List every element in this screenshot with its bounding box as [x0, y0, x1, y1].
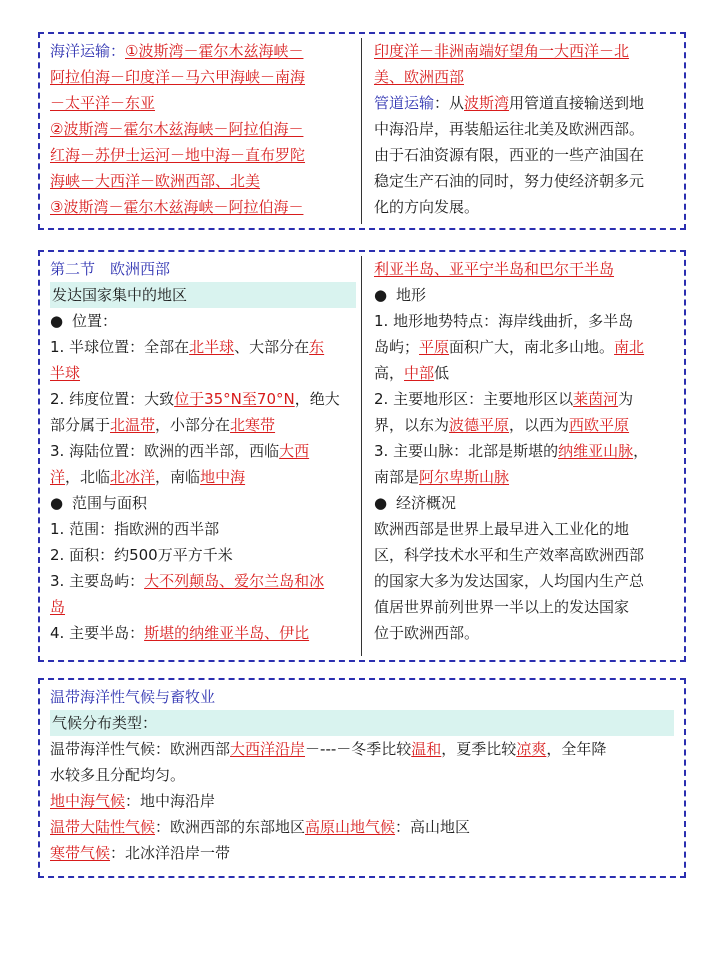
europe-right-line	[374, 620, 680, 646]
keyword-highlight: 西欧平原	[569, 416, 630, 434]
transport-right-line	[374, 64, 680, 90]
climate-content	[50, 684, 674, 866]
body-text: 范围与面积	[72, 494, 148, 512]
keyword-highlight: 北寒带	[230, 416, 276, 434]
transport-right-line	[374, 38, 680, 64]
body-text: ：高山地区	[395, 818, 471, 836]
europe-left-line	[50, 490, 356, 516]
transport-right-line	[374, 90, 680, 116]
transport-left-line	[50, 168, 356, 194]
europe-right-line	[374, 594, 680, 620]
climate-line	[50, 710, 674, 736]
body-text: ，小部分在	[155, 416, 231, 434]
keyword-highlight: 波德平原	[449, 416, 510, 434]
body-text: 的国家大多为发达国家，人均国内生产总	[374, 572, 645, 590]
europe-right-line	[374, 256, 680, 282]
transport-right-line	[374, 194, 680, 220]
body-text: 位置：	[72, 312, 118, 330]
body-text: ：从	[434, 94, 465, 112]
body-text: ，全年降	[546, 740, 607, 758]
bullet-point: ●	[374, 494, 388, 512]
highlighted-subheading: 发达国家集中的地区	[52, 286, 188, 304]
keyword-highlight: 利亚半岛、亚平宁半岛和巴尔干半岛	[374, 260, 615, 278]
keyword-highlight: 海峡－大西洋－欧洲西部、北美	[50, 172, 261, 190]
transport-left-line	[50, 38, 356, 64]
keyword-highlight: 温带大陆性气候	[50, 818, 156, 836]
body-text: 经济概况	[396, 494, 457, 512]
body-text: 3. 主要山脉：北部是斯堪的	[374, 442, 559, 460]
body-text: 位于欧洲西部。	[374, 624, 480, 642]
body-text: 2. 纬度位置：大致	[50, 390, 175, 408]
bullet-point: ●	[50, 312, 64, 330]
western-europe-left-column	[50, 256, 356, 646]
climate-line	[50, 736, 674, 762]
europe-right-line	[374, 516, 680, 542]
transport-left-line	[50, 64, 356, 90]
europe-right-line	[374, 542, 680, 568]
keyword-highlight: 红海－苏伊士运河－地中海－直布罗陀	[50, 146, 306, 164]
body-text: 界，以东为	[374, 416, 450, 434]
keyword-highlight: 波斯湾	[464, 94, 510, 112]
body-text: 稳定生产石油的同时，努力使经济朝多元	[374, 172, 645, 190]
western-europe-section-box	[38, 250, 686, 662]
keyword-highlight: 美、欧洲西部	[374, 68, 465, 86]
transport-left-line	[50, 142, 356, 168]
transport-right-line	[374, 168, 680, 194]
body-text: 4. 主要半岛：	[50, 624, 145, 642]
keyword-highlight: 北半球	[189, 338, 235, 356]
climate-section-box	[38, 678, 686, 878]
keyword-highlight: 莱茵河	[573, 390, 619, 408]
body-text: ，	[633, 442, 649, 460]
body-text: 岛屿；	[374, 338, 420, 356]
body-text: 1. 半球位置：全部在	[50, 338, 190, 356]
keyword-highlight: 大不列颠岛、爱尔兰岛和冰	[144, 572, 325, 590]
europe-right-line	[374, 568, 680, 594]
body-text: 1. 范围：指欧洲的西半部	[50, 520, 220, 538]
keyword-highlight: 东	[309, 338, 325, 356]
body-text: 3. 主要岛屿：	[50, 572, 145, 590]
europe-left-line	[50, 516, 356, 542]
column-divider	[361, 38, 362, 224]
keyword-highlight: 半球	[50, 364, 81, 382]
body-text: ：北冰洋沿岸一带	[110, 844, 231, 862]
bullet-point: ●	[374, 286, 388, 304]
body-text: 化的方向发展。	[374, 198, 480, 216]
keyword-highlight: 岛	[50, 598, 66, 616]
europe-left-line	[50, 594, 356, 620]
europe-left-line	[50, 386, 356, 412]
body-text: ，绝大	[294, 390, 340, 408]
keyword-highlight: －太平洋－东亚	[50, 94, 156, 112]
section-heading: 海洋运输：	[50, 42, 126, 60]
europe-left-line	[50, 438, 356, 464]
body-text: ，夏季比较	[441, 740, 517, 758]
western-europe-right-column	[374, 256, 680, 646]
body-text: 、大部分在	[234, 338, 310, 356]
europe-right-line	[374, 334, 680, 360]
keyword-highlight: 北温带	[110, 416, 156, 434]
keyword-highlight: 北冰洋	[110, 468, 156, 486]
transport-section-box	[38, 32, 686, 230]
column-divider	[361, 256, 362, 656]
body-text: ，以西为	[509, 416, 570, 434]
keyword-highlight: 斯堪的纳维亚半岛、伊比	[144, 624, 310, 642]
keyword-highlight: 洋	[50, 468, 66, 486]
body-text: 用管道直接输送到地	[509, 94, 645, 112]
europe-right-line	[374, 412, 680, 438]
body-text: 部分属于	[50, 416, 111, 434]
europe-right-line	[374, 438, 680, 464]
body-text: 为	[618, 390, 634, 408]
europe-left-line	[50, 256, 356, 282]
europe-right-line	[374, 308, 680, 334]
body-text: 温带海洋性气候：欧洲西部	[50, 740, 231, 758]
europe-right-line	[374, 282, 680, 308]
keyword-highlight: ③波斯湾－霍尔木兹海峡－阿拉伯海－	[50, 198, 304, 216]
europe-right-line	[374, 386, 680, 412]
keyword-highlight: 印度洋－非洲南端好望角一大西洋－北	[374, 42, 630, 60]
keyword-highlight: 寒带气候	[50, 844, 111, 862]
transport-left-line	[50, 116, 356, 142]
bullet-point: ●	[50, 494, 64, 512]
body-text: 中海沿岸，再装船运往北美及欧洲西部。	[374, 120, 645, 138]
body-text: ：欧洲西部的东部地区	[155, 818, 306, 836]
body-text: 地形	[396, 286, 427, 304]
body-text: 低	[434, 364, 450, 382]
europe-right-line	[374, 464, 680, 490]
keyword-highlight: 高原山地气候	[305, 818, 396, 836]
keyword-highlight: 温和	[411, 740, 442, 758]
keyword-highlight: 纳维亚山脉	[558, 442, 634, 460]
body-text: 南部是	[374, 468, 420, 486]
body-text: ，南临	[155, 468, 201, 486]
europe-left-line	[50, 360, 356, 386]
europe-left-line	[50, 412, 356, 438]
keyword-highlight: 凉爽	[516, 740, 547, 758]
transport-left-line	[50, 90, 356, 116]
transport-right-column	[374, 38, 680, 220]
keyword-highlight: ①波斯湾－霍尔木兹海峡－	[125, 42, 304, 60]
europe-left-line	[50, 568, 356, 594]
europe-left-line	[50, 282, 356, 308]
body-text: 1. 地形地势特点：海岸线曲折，多半岛	[374, 312, 634, 330]
europe-left-line	[50, 464, 356, 490]
body-text: 区，科学技术水平和生产效率高欧洲西部	[374, 546, 645, 564]
body-text: 欧洲西部是世界上最早进入工业化的地	[374, 520, 630, 538]
keyword-highlight: 阿拉伯海－印度洋－马六甲海峡－南海	[50, 68, 306, 86]
body-text: 2. 面积：约500万平方千米	[50, 546, 233, 564]
keyword-highlight: 位于35°N至70°N	[174, 390, 295, 408]
body-text: 高	[374, 364, 390, 382]
climate-line	[50, 840, 674, 866]
keyword-highlight: ②波斯湾－霍尔木兹海峡－阿拉伯海－	[50, 120, 304, 138]
keyword-highlight: 大西	[279, 442, 310, 460]
keyword-highlight: 地中海气候	[50, 792, 126, 810]
highlighted-subheading: 气候分布类型：	[52, 714, 158, 732]
body-text: －---－冬季比较	[305, 740, 412, 758]
section-heading: 温带海洋性气候与畜牧业	[50, 688, 216, 706]
europe-left-line	[50, 334, 356, 360]
europe-right-line	[374, 490, 680, 516]
body-text: 水较多且分配均匀。	[50, 766, 186, 784]
transport-left-column	[50, 38, 356, 220]
climate-line	[50, 814, 674, 840]
keyword-highlight: 南北	[614, 338, 645, 356]
climate-line	[50, 762, 674, 788]
body-text: 3. 海陆位置：欧洲的西半部，西临	[50, 442, 280, 460]
europe-left-line	[50, 542, 356, 568]
transport-right-line	[374, 116, 680, 142]
section-heading: 管道运输	[374, 94, 435, 112]
body-text: ，北临	[65, 468, 111, 486]
body-text: 由于石油资源有限，西亚的一些产油国在	[374, 146, 645, 164]
europe-right-line	[374, 360, 680, 386]
europe-left-line	[50, 308, 356, 334]
keyword-highlight: 平原	[419, 338, 450, 356]
keyword-highlight: 中部	[404, 364, 435, 382]
keyword-highlight: 大西洋沿岸	[230, 740, 306, 758]
body-text: 2. 主要地形区：主要地形区以	[374, 390, 574, 408]
body-text: 面积广大，南北多山地。	[449, 338, 615, 356]
climate-line	[50, 684, 674, 710]
transport-right-line	[374, 142, 680, 168]
europe-left-line	[50, 620, 356, 646]
climate-line	[50, 788, 674, 814]
keyword-highlight: 阿尔卑斯山脉	[419, 468, 510, 486]
body-text: ，	[389, 364, 405, 382]
transport-left-line	[50, 194, 356, 220]
section-heading: 第二节 欧洲西部	[50, 260, 171, 278]
keyword-highlight: 地中海	[200, 468, 246, 486]
body-text: ：地中海沿岸	[125, 792, 216, 810]
body-text: 值居世界前列世界一半以上的发达国家	[374, 598, 630, 616]
